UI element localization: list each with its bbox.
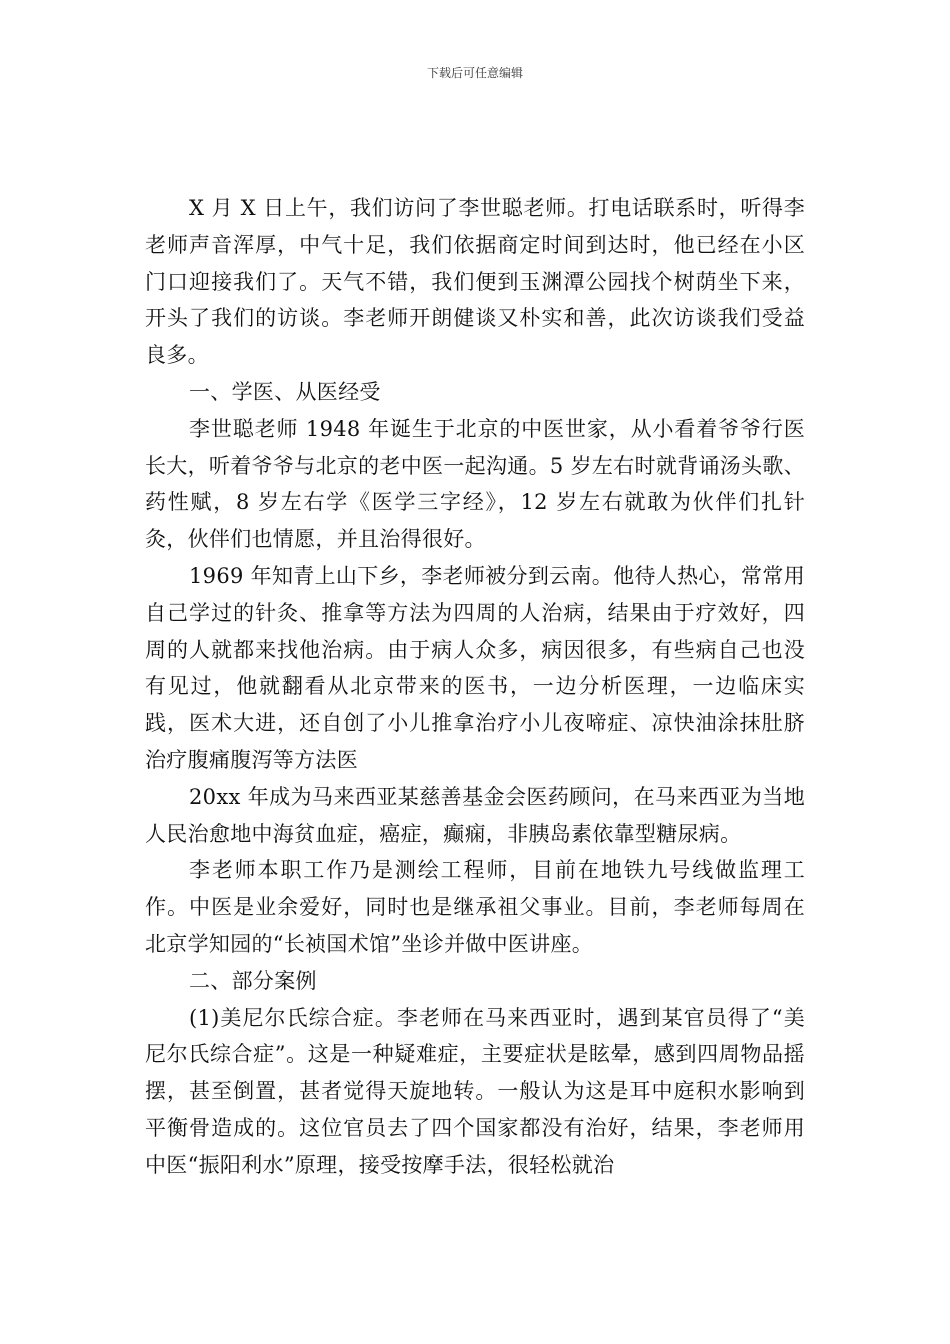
profession-paragraph: 李老师本职工作乃是测绘工程师，目前在地铁九号线做监理工作。中医是业余爱好，同时也是继承祖父事业。目前，李老师每周在北京学知园的“长祯国术馆”坐诊并做中医讲座。 xyxy=(145,858,805,956)
case-1-paragraph: (1)美尼尔氏综合症。李老师在马来西亚时，遇到某官员得了“美尼尔氏综合症”。这是一种疑难症，主要症状是眩晕，感到四周物品摇摆，甚至倒置，甚者觉得天旋地转。一般认为这是耳中庭积水影响到平衡骨造成的。这位官员去了四个国家都没有治好，结果，李老师用中医“振阳利水”原理，接受按摩手法，很轻松就治 xyxy=(145,1005,805,1177)
malaysia-paragraph: 20xx 年成为马来西亚某慈善基金会医药顾问，在马来西亚为当地人民治愈地中海贫血症，癌症，癫痫，非胰岛素依靠型糖尿病。 xyxy=(145,784,805,846)
section-heading-1: 一、学医、从医经受 xyxy=(189,379,381,404)
intro-paragraph: X 月 X 日上午，我们访问了李世聪老师。打电话联系时，听得李老师声音浑厚，中气十足，我们依据商定时间到达时，他已经在小区门口迎接我们了。天气不错，我们便到玉渊潭公园找个树荫坐下来，开头了我们的访谈。李老师开朗健谈又朴实和善，此次访谈我们受益良多。 xyxy=(145,196,805,368)
yunnan-paragraph: 1969 年知青上山下乡，李老师被分到云南。他待人热心，常常用自己学过的针灸、推拿等方法为四周的人治病，结果由于疗效好，四周的人就都来找他治病。由于病人众多，病因很多，有些病自己也没有见过，他就翻看从北京带来的医书，一边分析医理，一边临床实践，医术大进，还自创了小儿推拿治疗小儿夜啼症、凉快油涂抹肚脐治疗腹痛腹泻等方法医 xyxy=(145,563,805,772)
page-header-note: 下载后可任意编辑 xyxy=(426,66,523,80)
document-body xyxy=(145,190,805,1184)
section-heading-2: 二、部分案例 xyxy=(189,968,317,993)
background-paragraph: 李世聪老师 1948 年诞生于北京的中医世家，从小看着爷爷行医长大，听着爷爷与北京的老中医一起沟通。5 岁左右时就背诵汤头歌、药性赋，8 岁左右学《医学三字经》，12 岁左右就敢为伙伴们扎针灸，伙伴们也情愿，并且治得很好。 xyxy=(145,416,805,552)
